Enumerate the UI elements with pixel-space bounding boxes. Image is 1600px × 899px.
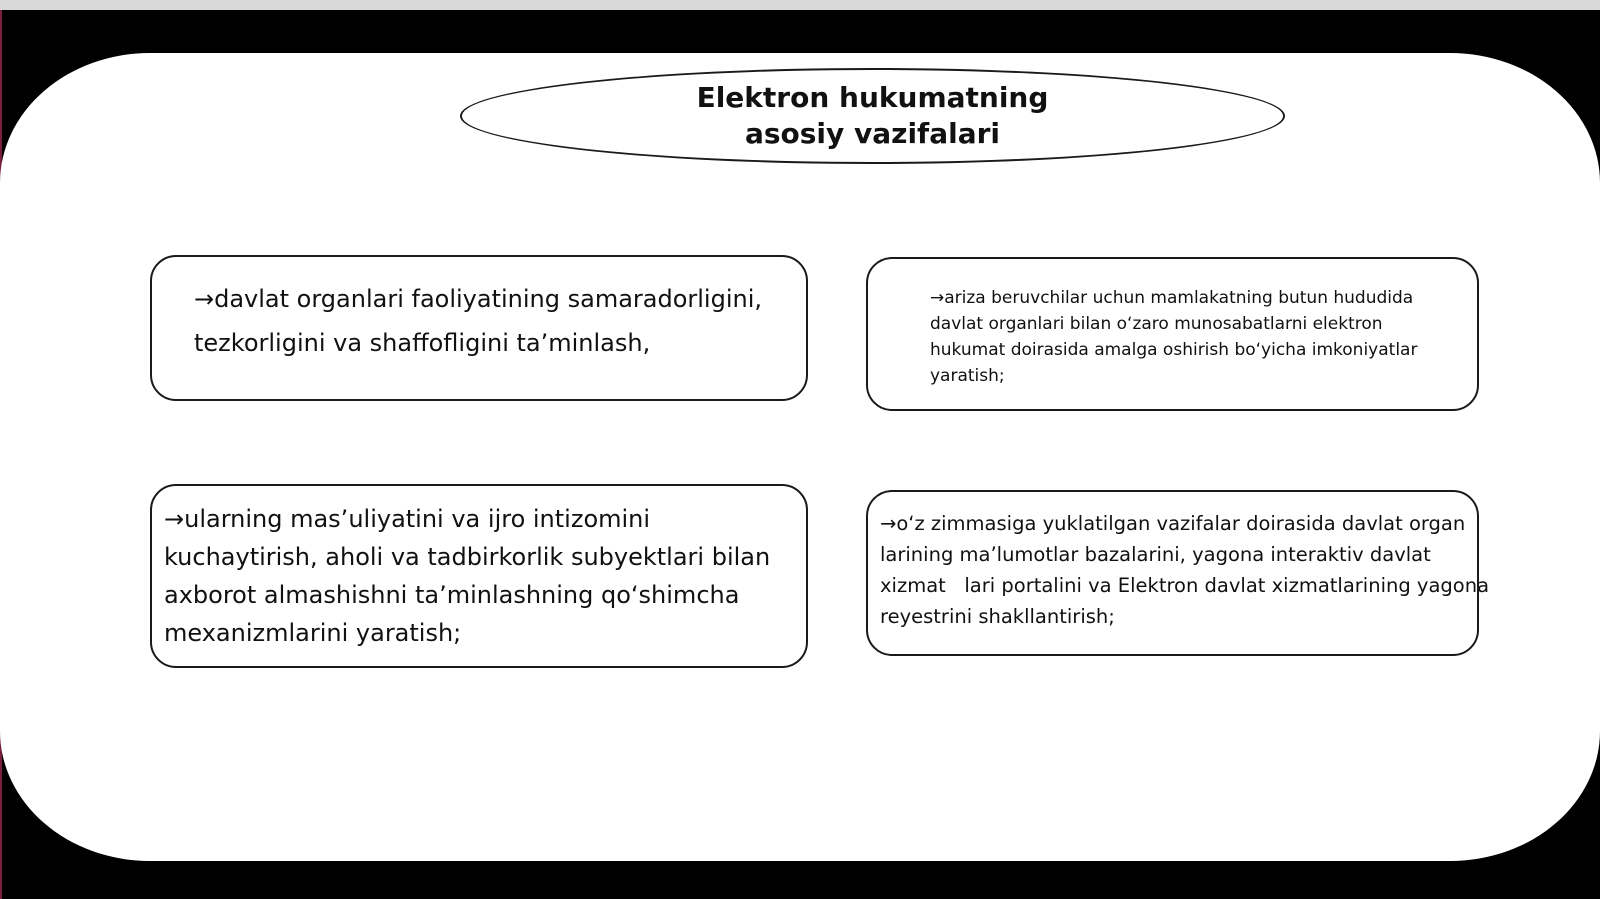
slide-canvas — [0, 53, 1600, 861]
task-box-2 — [866, 257, 1479, 411]
arrow-right-icon: → — [930, 288, 945, 308]
task-box-1-text: →davlat organlari faoliyatining samaradorligini, tezkorligini va shaffofligini ta’minlash, — [194, 285, 763, 357]
task-box-2-text: →ariza beruvchilar uchun mamlakatning butun hududida davlat organlari bilan o‘zaro munosabatlarni elektron hukumat doirasida amalga oshirish bo‘yicha imkoniyatlar yaratish; — [930, 288, 1418, 386]
task-box-3-text: →ularning mas’uliyatini va ijro intizomini kuchaytirish, aholi va tadbirkorlik subyektlari bilan axborot almashishni ta’minlashning qo‘shimcha mexanizmlarini yaratish; — [164, 505, 771, 647]
task-box-4 — [866, 490, 1496, 656]
task-box-4-text: →o‘z zimmasiga yuklatilgan vazifalar doirasida davlat organ larining ma’lumotlar bazalarini, yagona interaktiv davlat xizmat lari portalini va Elektron davlat xizmatlarining yagona reyestrini shakllantirish; — [880, 512, 1496, 628]
task-box-1 — [150, 255, 808, 401]
diagram-title: Elektron hukumatning asosiy vazifalari — [696, 81, 1049, 150]
title-ellipse — [460, 68, 1285, 164]
arrow-right-icon: → — [194, 285, 215, 313]
arrow-right-icon: → — [880, 512, 897, 535]
task-box-3 — [150, 484, 808, 668]
arrow-right-icon: → — [164, 505, 185, 533]
top-bar — [0, 0, 1600, 10]
